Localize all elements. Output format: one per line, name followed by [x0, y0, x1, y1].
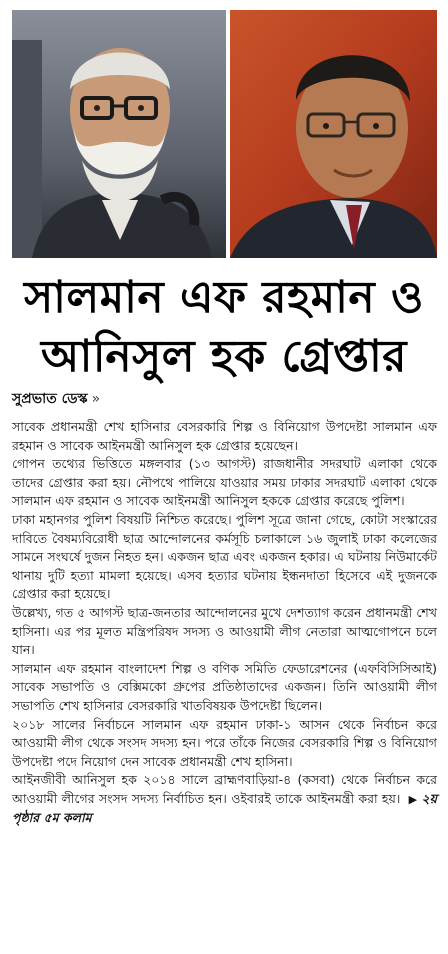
byline-arrows-icon: »	[91, 391, 101, 407]
article-paragraph-1: সাবেক প্রধানমন্ত্রী শেখ হাসিনার বেসরকারি শিল্প ও বিনিয়োগ উপদেষ্টা সালমান এফ রহমান ও সাবেক আইনমন্ত্রী আনিসুল হক গ্রেপ্তার হয়েছেন।	[12, 419, 437, 453]
article-paragraph-2: গোপন তথ্যের ভিত্তিতে মঙ্গলবার (১৩ আগস্ট) রাজধানীর সদরঘাট এলাকা থেকে তাদের গ্রেপ্তার করা হয়। নৌপথে পালিয়ে যাওয়ার সময় ঢাকার সদরঘাট এলাকা থেকে সালমান এফ রহমান ও সাবেক আইনমন্ত্রী আনিসুল হককে গ্রেপ্তার করেছে পুলিশ।	[12, 456, 437, 509]
article-paragraph-3: ঢাকা মহানগর পুলিশ বিষয়টি নিশ্চিত করেছে। পুলিশ সূত্রে জানা গেছে, কোটা সংস্কারের দাবিতে বৈষম্যবিরোধী ছাত্র আন্দোলনের কর্মসূচি চলাকালে ১৬ জুলাই ঢাকা কলেজের সামনে সংঘর্ষে দুজন নিহত হন। একজন ছাত্র এবং একজন হকার। এ ঘটনায় নিউমার্কেট থানায় দুটি হত্যা মামলা হয়েছে। এসব হত্যার ঘটনায় ইন্ধনদাতা হিসেবে এই দুজনকে গ্রেপ্তার করা হয়েছে।	[12, 511, 437, 602]
article-paragraph-6: ২০১৮ সালের নির্বাচনে সালমান এফ রহমান ঢাকা-১ আসন থেকে নির্বাচন করে আওয়ামী লীগ থেকে সংসদ সদস্য হন। পরে তাঁকে নিজের বেসরকারি শিল্প ও বিনিয়োগ উপদেষ্টা পদে নিয়োগ দেন সাবেক প্রধানমন্ত্রী শেখ হাসিনা।	[12, 716, 437, 769]
article-paragraph-7-text: আইনজীবী আনিসুল হক ২০১৪ সালে ব্রাহ্মণবাড়িয়া-৪ (কসবা) থেকে নির্বাচন করে আওয়ামী লীগের সংসদ সদস্য নির্বাচিত হন। ওইবারই তাকে আইনমন্ত্রী করা হয়।	[12, 772, 437, 806]
photo-strip	[12, 10, 437, 258]
portrait-salman-f-rahman	[12, 10, 226, 258]
headline-line-2: আনিসুল হক গ্রেপ্তার	[41, 331, 407, 382]
continuation-jump-link[interactable]: ২য় পৃষ্ঠার ৫ম কলাম	[12, 790, 437, 826]
byline	[12, 389, 100, 409]
continuation-arrow-icon: ▶	[408, 792, 418, 806]
article-paragraph-5: সালমান এফ রহমান বাংলাদেশ শিল্প ও বণিক সমিতি ফেডারেশনের (এফবিসিসিআই) সাবেক সভাপতি ও বেক্সিমকো গ্রুপের প্রতিষ্ঠাতাদের একজন। তিনি আওয়ামী লীগ সভাপতি শেখ হাসিনার বেসরকারি খাতবিষয়ক উপদেষ্টা ছিলেন।	[12, 660, 437, 713]
byline-desk-label: সুপ্রভাত ডেস্ক	[12, 391, 88, 407]
article-paragraph-7	[12, 771, 437, 828]
headline-line-1: সালমান এফ রহমান ও	[24, 272, 424, 323]
article-body	[12, 418, 437, 828]
portrait-anisul-huq	[230, 10, 437, 258]
article-paragraph-4: উল্লেখ্য, গত ৫ আগস্ট ছাত্র-জনতার আন্দোলনের মুখে দেশত্যাগ করেন প্রধানমন্ত্রী শেখ হাসিনা। এর পর মূলত মন্ত্রিপরিষদ সদস্য ও আওয়ামী লীগ নেতারা আত্মগোপনে চলে যান।	[12, 604, 437, 658]
